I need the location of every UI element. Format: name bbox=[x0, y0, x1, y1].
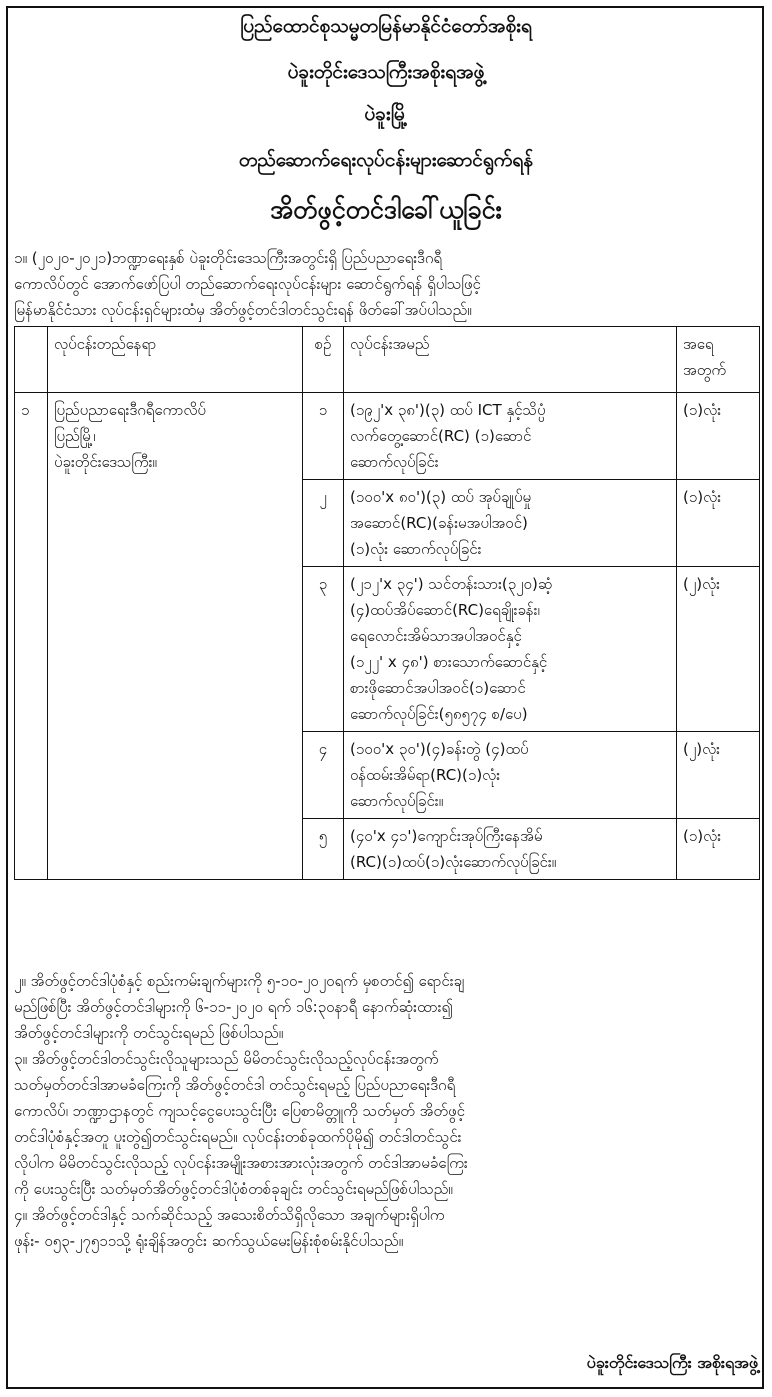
header-seq: စဉ် bbox=[303, 327, 344, 393]
header-qty: အရေ အတွက် bbox=[677, 327, 760, 393]
seq-cell: ၃ bbox=[303, 567, 344, 732]
group-number: ၁ bbox=[15, 393, 48, 880]
table-header-row bbox=[15, 327, 760, 393]
intro-paragraph: ၁။ (၂၀၂၀-၂၀၂၁)ဘဏ္ဍာရေးနှစ် ပဲခူးတိုင်းဒေသကြီးအတွင်းရှိ ပြည်ပညာရေးဒီဂရီ ကောလိပ်တွင် အောက်ဖော်ပြပါ တည်ဆောက်ရေးလုပ်ငန်းများ ဆောင်ရွက်ရန် ရှိပါသဖြင့် မြန်မာနိုင်ငံသား လုပ်ငန်းရှင်များထံမှ အိတ်ဖွင့်တင်ဒါတင်သွင်းရန် ဖိတ်ခေါ်အပ်ပါသည်။ bbox=[14, 249, 481, 319]
header-region-government: ပဲခူးတိုင်းဒေသကြီးအစိုးရအဖွဲ့ bbox=[287, 61, 485, 83]
page-title: အိတ်ဖွင့်တင်ဒါခေါ်ယူခြင်း bbox=[270, 195, 502, 224]
seq-cell: ၅ bbox=[303, 819, 344, 880]
qty-cell: (၂)လုံး bbox=[677, 567, 760, 732]
seq-cell: ၂ bbox=[303, 480, 344, 567]
signature: ပဲခူးတိုင်းဒေသကြီး အစိုးရအဖွဲ့ bbox=[586, 1353, 758, 1372]
header-work: လုပ်ငန်းအမည် bbox=[344, 327, 677, 393]
seq-cell: ၁ bbox=[303, 393, 344, 480]
qty-cell: (၁)လုံး bbox=[677, 819, 760, 880]
header-no bbox=[15, 327, 48, 393]
work-cell: (၁၀၀'x ၃၀')(၄)ခန်းတွဲ (၄)ထပ် ဝန်ထမ်းအိမ်ရာ(RC)(၁)လုံး ဆောက်လုပ်ခြင်း။ bbox=[344, 732, 677, 819]
header-government: ပြည်ထောင်စုသမ္မတမြန်မာနိုင်ငံတော်အစိုးရ bbox=[240, 15, 532, 37]
tender-table bbox=[14, 326, 760, 880]
qty-cell: (၂)လုံး bbox=[677, 732, 760, 819]
table-row bbox=[15, 393, 760, 480]
seq-cell: ၄ bbox=[303, 732, 344, 819]
header-city: ပဲခူးမြို့ bbox=[364, 103, 408, 125]
work-cell: (၄၀'x ၄၁')ကျောင်းအုပ်ကြီးနေအိမ် (RC)(၁)ထပ်(၁)လုံးဆောက်လုပ်ခြင်း။ bbox=[344, 819, 677, 880]
work-cell: (၁၉၂'x ၃၈')(၃) ထပ် ICT နှင့်သိပ္ပံ လက်တွေ့ဆောင်(RC) (၁)ဆောင် ဆောက်လုပ်ခြင်း bbox=[344, 393, 677, 480]
conditions-paragraph: ၂။ အိတ်ဖွင့်တင်ဒါပုံစံနှင့် စည်းကမ်းချက်များကို ၅-၁၀-၂၀၂၀ရက် မှစတင်၍ ရောင်းချ မည်ဖြစ်ပြီး အိတ်ဖွင့်တင်ဒါများကို ၆-၁၁-၂၀၂၀ ရက် ၁၆:၃၀နာရီ နောက်ဆုံးထား၍ အိတ်ဖွင့်တင်ဒါများကို တင်သွင်းရမည် ဖြစ်ပါသည်။ ၃။ အိတ်ဖွင့်တင်ဒါတင်သွင်းလိုသူများသည် မိမိတင်သွင်းလိုသည့်လုပ်ငန်းအတွက် သတ်မှတ်တင်ဒါအာမခံကြေးကို အိတ်ဖွင့်တင်ဒါ တင်သွင်းရမည့် ပြည်ပညာရေးဒီဂရီ ကောလိပ်၊ ဘဏ္ဍာဌာနတွင် ကျသင့်ငွေပေးသွင်းပြီး ပြေစာမိတ္တူကို သတ်မှတ် အိတ်ဖွင့် တင်ဒါပုံစံနှင့်အတူ ပူးတွဲ၍တင်သွင်းရမည်။ လုပ်ငန်းတစ်ခုထက်ပိုမို၍ တင်ဒါတင်သွင်း လိုပါက မိမိတင်သွင်းလိုသည့် လုပ်ငန်းအမျိုးအစားအားလုံးအတွက် တင်ဒါအာမခံကြေး ကို ပေးသွင်းပြီး သတ်မှတ်အိတ်ဖွင့်တင်ဒါပုံစံတစ်ခုချင်း တင်သွင်းရမည်ဖြစ်ပါသည်။ ၄။ အိတ်ဖွင့်တင်ဒါနှင့် သက်ဆိုင်သည့် အသေးစိတ်သိရှိလိုသော အချက်များရှိပါက ဖုန်း- ၀၅၃-၂၇၅၁၁သို့ ရုံးချိန်အတွင်း ဆက်သွယ်မေးမြန်းစုံစမ်းနိုင်ပါသည်။ bbox=[14, 972, 468, 1250]
work-cell: (၁၀၀'x ၈၀')(၃) ထပ် အုပ်ချုပ်မှု အဆောင်(RC)(ခန်းမအပါအဝင်) (၁)လုံး ဆောက်လုပ်ခြင်း bbox=[344, 480, 677, 567]
qty-cell: (၁)လုံး bbox=[677, 480, 760, 567]
qty-cell: (၁)လုံး bbox=[677, 393, 760, 480]
work-cell: (၂၁၂'x ၃၄') သင်တန်းသား(၃၂၀)ဆံ့ (၄)ထပ်အိပ်ဆောင်(RC)ရေချိုးခန်း၊ ရေလောင်းအိမ်သာအပါအဝင်နှင့် (၁၂၂' x ၄၈') စားသောက်ဆောင်နှင့် စားဖိုဆောင်အပါအဝင်(၁)ဆောင် ဆောက်လုပ်ခြင်း(၅၈၅၇၄ စ/ပေ) bbox=[344, 567, 677, 732]
location-cell: ပြည်ပညာရေးဒီဂရီကောလိပ် ပြည်မြို့၊ ပဲခူးတိုင်းဒေသကြီး။ bbox=[48, 393, 303, 880]
header-location: လုပ်ငန်းတည်နေရာ bbox=[48, 327, 303, 393]
header-subject: တည်ဆောက်ရေးလုပ်ငန်းများဆောင်ရွက်ရန် bbox=[238, 149, 534, 171]
